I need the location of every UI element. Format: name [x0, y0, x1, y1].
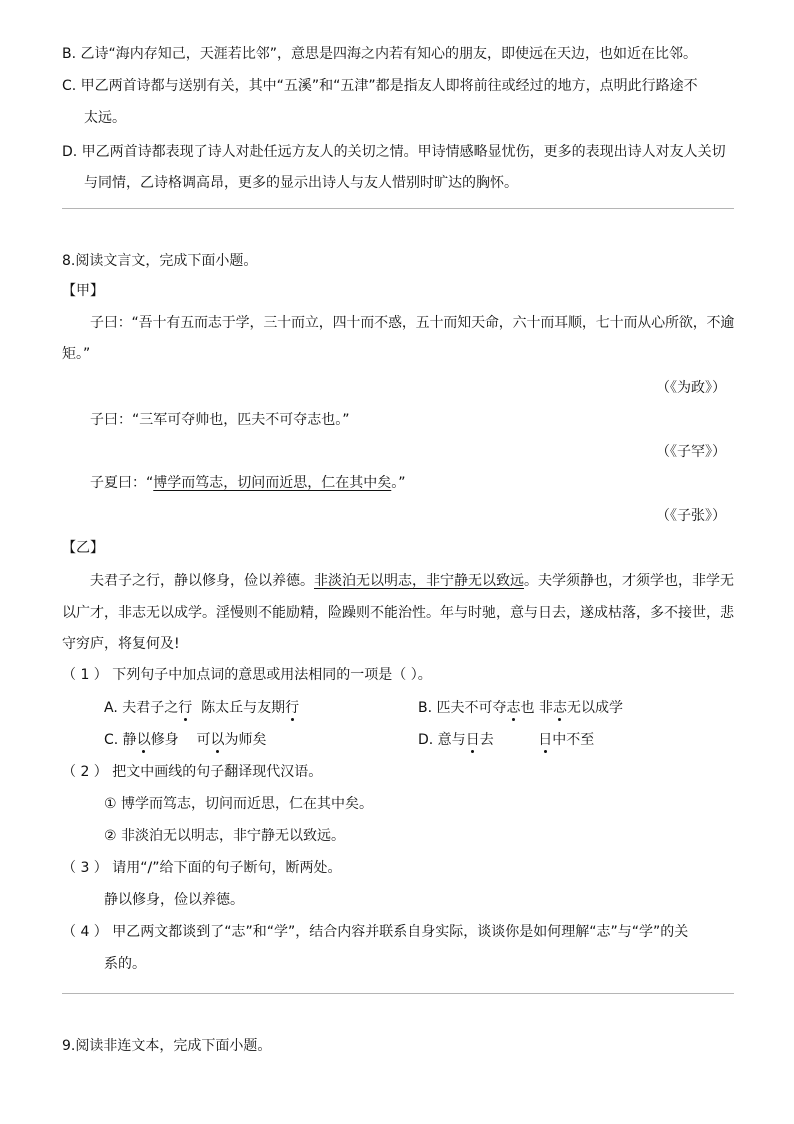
sub2-line: [62, 762, 322, 782]
sub4-number: （ 4 ）: [62, 924, 108, 940]
option-b-suffix: 无以成学: [566, 700, 623, 716]
source-zizhang: （《子张》）: [656, 508, 726, 524]
option-a-mid: 陈太丘与友期: [192, 700, 286, 716]
yi-line1-suffix: 。夫学须静也，才须学也，非学无: [524, 573, 734, 589]
quote1-line2: 矩。”: [62, 346, 91, 362]
q9-heading: 9.阅读非连文本，完成下面小题。: [62, 1038, 272, 1054]
option-d-suffix: 中不至: [552, 732, 595, 748]
quote3-underlined: 博学而笃志，切问而近思，仁在其中矣: [153, 475, 392, 491]
option-c-prefix: C. 静: [104, 732, 137, 748]
option-a-dotted-2: 行: [285, 700, 300, 716]
sub3-sentence: 静以修身，俭以养德。: [104, 892, 244, 908]
yi-line1: [90, 571, 734, 591]
option-a-dotted-1: 行: [178, 700, 193, 716]
quote2: 子曰：“三军可夺帅也，匹夫不可夺志也。”: [90, 412, 350, 428]
section-divider: [62, 208, 734, 209]
option-d-prefix: D. 意与: [418, 732, 466, 748]
quote3-prefix: 子夏曰：“: [90, 475, 154, 491]
option-b-mid: 也 非: [520, 700, 553, 716]
sub3-stem: 请用“/”给下面的句子断句，断两处。: [112, 860, 342, 876]
source-zihan: （《子罕》）: [656, 444, 726, 460]
q7-option-d-line1: D. 甲乙两首诗都表现了诗人对赴任远方友人的关切之情。甲诗情感略显忧伤，更多的表现出诗人对友人关切: [62, 144, 726, 160]
option-b-dotted-2: 志: [552, 700, 567, 716]
yi-line3: 守穷庐，将复何及!: [62, 636, 180, 652]
option-d-dotted-2: 日: [538, 732, 553, 748]
option-d-mid: 去: [479, 732, 539, 748]
sub1-option-a: [104, 698, 299, 718]
option-c-mid: 修身 可: [150, 732, 211, 748]
q7-option-b: B. 乙诗“海内存知己，天涯若比邻”，意思是四海之内若有知心的朋友，即使远在天边，也如近在比邻。: [62, 46, 698, 62]
sub4-line2: 系的。: [104, 956, 146, 972]
sub2-item1: ① 博学而笃志，切问而近思，仁在其中矣。: [104, 796, 373, 812]
sub3-number: （ 3 ）: [62, 860, 108, 876]
sub1-option-d: [418, 730, 594, 750]
option-c-dotted-2: 以: [210, 732, 225, 748]
sub3-line: [62, 858, 342, 878]
sub4-stem-1: 甲乙两文都谈到了“志”和“学”，结合内容并联系自身实际，谈谈你是如何理解“志”与“学”的关: [112, 924, 689, 940]
quote3: [90, 473, 406, 493]
option-c-dotted-1: 以: [136, 732, 151, 748]
source-weizheng: （《为政》）: [656, 380, 726, 396]
sub1-line: [62, 665, 432, 685]
quote3-suffix: 。”: [391, 475, 406, 491]
q7-option-d-line2: 与同情，乙诗格调高昂，更多的显示出诗人与友人惜别时旷达的胸怀。: [84, 175, 518, 191]
q8-jia-label: 【甲】: [62, 283, 104, 299]
yi-line2: 以广才，非志无以成学。淫慢则不能励精，险躁则不能治性。年与时驰，意与日去，遂成枯落，多不接世，悲: [62, 605, 734, 621]
sub2-number: （ 2 ）: [62, 764, 108, 780]
sub2-stem: 把文中画线的句子翻译现代汉语。: [112, 764, 323, 780]
sub1-stem: 下列句子中加点词的意思或用法相同的一项是（ ）。: [112, 667, 432, 683]
q7-option-c-line2: 太远。: [84, 110, 126, 126]
q8-yi-label: 【乙】: [62, 540, 104, 556]
option-c-suffix: 为师矣: [224, 732, 267, 748]
yi-line1-prefix: 夫君子之行，静以修身，俭以养德。: [90, 573, 314, 589]
sub1-option-c: [104, 730, 267, 750]
sub1-option-b: [418, 698, 623, 718]
q8-heading: 8.阅读文言文，完成下面小题。: [62, 253, 258, 269]
option-b-dotted-1: 志: [506, 700, 521, 716]
q7-option-c-line1: C. 甲乙两首诗都与送别有关，其中“五溪”和“五津”都是指友人即将前往或经过的地方，点明此行路途不: [62, 78, 698, 94]
sub2-item2: ② 非淡泊无以明志，非宁静无以致远。: [104, 828, 345, 844]
option-d-dotted-1: 日: [465, 732, 480, 748]
yi-line1-underlined: 非淡泊无以明志，非宁静无以致远: [314, 573, 524, 589]
sub1-number: （ 1 ）: [62, 667, 108, 683]
option-b-prefix: B. 匹夫不可夺: [418, 700, 507, 716]
option-a-prefix: A. 夫君子之: [104, 700, 179, 716]
quote1-line1: 子曰：“吾十有五而志于学，三十而立，四十而不惑，五十而知天命，六十而耳顺，七十而从心所欲，不逾: [90, 315, 735, 331]
section-divider: [62, 993, 734, 994]
sub4-line1: [62, 922, 688, 942]
